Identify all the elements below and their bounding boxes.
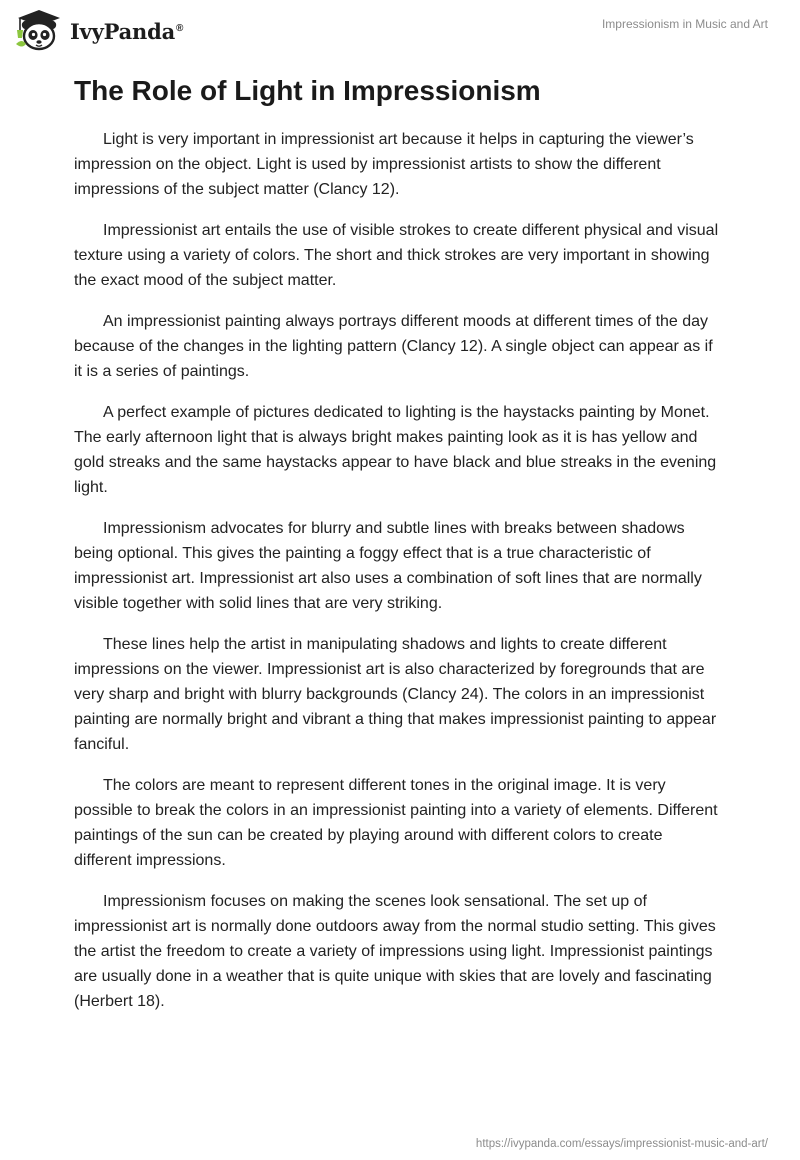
paragraph: A perfect example of pictures dedicated to lighting is the haystacks painting by Monet. The early afternoon light that is always bright makes painting look as it is has yellow and gold streaks and the same haystacks appear to have black and blue streaks in the evening light. [74,404,717,496]
article-title: The Role of Light in Impressionism [74,75,541,106]
article-body [74,74,724,1030]
panda-graduate-icon [14,8,64,52]
brand-name: IvyPanda® [70,18,184,44]
document-topic: Impressionism in Music and Art [601,17,768,31]
paragraph: An impressionist painting always portrays different moods at different times of the day because of the changes in the lighting pattern (Clancy 12). A single object can appear as if it is a series of paintings. [74,313,713,380]
source-url[interactable]: https://ivypanda.com/essays/impressionist-music-and-art/ [475,1138,768,1150]
registered-mark: ® [176,22,184,34]
paragraph: These lines help the artist in manipulating shadows and lights to create different impressions on the viewer. Impressionist art is also characterized by foregrounds that are very sharp and bright with blurry backgrounds (Clancy 24). The colors in an impressionist painting are normally bright and vibrant a thing that makes impressionist painting to appear fanciful. [74,636,717,753]
paragraph: Light is very important in impressionist art because it helps in capturing the viewer’s impression on the object. Light is used by impressionist artists to show the different impressions of the subject matter (Clancy 12). [74,131,694,198]
paragraph: Impressionist art entails the use of visible strokes to create different physical and visual texture using a variety of colors. The short and thick strokes are very important in showing the exact mood of the subject matter. [74,222,719,289]
ivypanda-logo[interactable] [14,8,183,52]
paragraph: The colors are meant to represent different tones in the original image. It is very possible to break the colors in an impressionist painting into a variety of elements. Different paintings of the sun can be created by playing around with different colors to create different impressions. [74,777,718,869]
page-header [0,0,800,60]
paragraph: Impressionism focuses on making the scenes look sensational. The set up of impressionist art is normally done outdoors away from the normal studio setting. This gives the artist the freedom to create a variety of impressions using light. Impressionist paintings are usually done in a weather that is quite unique with skies that are lovely and fascinating (Herbert 18). [74,893,716,1010]
paragraph: Impressionism advocates for blurry and subtle lines with breaks between shadows being optional. This gives the painting a foggy effect that is a true characteristic of impressionist art. Impressionist art also uses a combination of soft lines that are normally visible together with solid lines that are very striking. [74,520,702,612]
